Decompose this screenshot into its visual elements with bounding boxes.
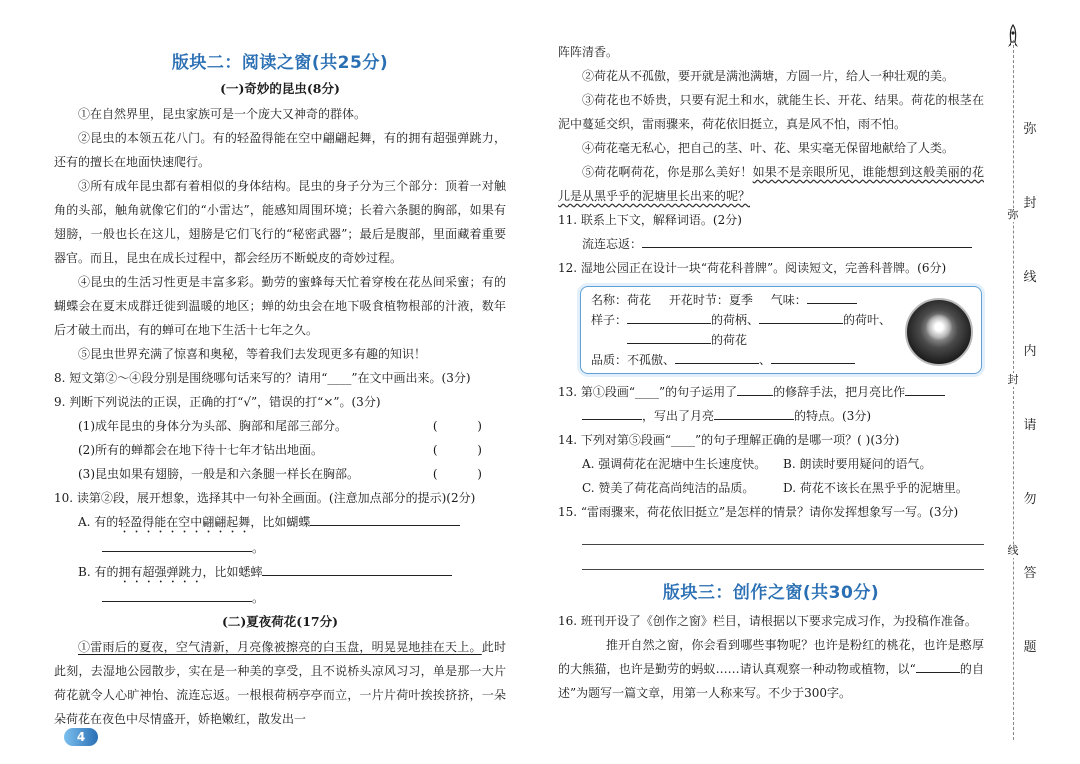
warning-char: 弥	[1023, 122, 1037, 137]
passage2-p5: ⑤荷花啊荷花，你是那么美好！如果不是亲眼所见，谁能想到这般美丽的花儿是从黑乎乎的泥塘里长出来的呢？	[558, 165, 984, 203]
seal-char: 线	[1003, 544, 1023, 558]
answer-line[interactable]	[582, 549, 984, 570]
q10-option-b-line2: 。	[102, 586, 506, 610]
q10-option-b: B. 有的拥有超强弹跳力，比如蟋蟀	[78, 560, 506, 586]
passage2-p2: ②荷花从不孤傲，要开就是满池满塘，方圆一片，给人一种壮观的美。	[582, 69, 955, 83]
passage2-title: (二)夏夜荷花(17分)	[221, 614, 339, 629]
warning-char: 内	[1023, 344, 1037, 359]
answer-blank[interactable]	[627, 309, 711, 324]
q9-item-3: (3)昆虫如果有翅膀，一般是和六条腿一样长在胸部。 ( )	[78, 462, 506, 486]
q9-answer-paren[interactable]: ( )	[432, 419, 500, 433]
seal-line	[1013, 40, 1014, 740]
passage2-continued: 阵阵清香。	[558, 45, 619, 59]
passage2-p3: ③荷花也不娇贵，只要有泥土和水，就能生长、开花、结果。荷花的根茎在泥中蔓延交织，雷雨骤来，荷花依旧挺立，真是风不怕，雨不怕。	[558, 93, 984, 131]
q14-options-row1	[582, 452, 984, 476]
answer-blank[interactable]	[262, 561, 452, 576]
answer-blank[interactable]	[102, 587, 252, 602]
q9-item-1: (1)成年昆虫的身体分为头部、胸部和尾部三部分。 ( )	[78, 414, 506, 438]
q11-answer-row: 流连忘返：	[582, 232, 984, 256]
card-row-3: 的荷花	[627, 329, 747, 351]
left-page	[54, 40, 506, 731]
passage1-p5: ⑤昆虫世界充满了惊喜和奥秘，等着我们去发现更多有趣的知识！	[78, 347, 427, 361]
question-16: 16. 班刊开设了《创作之窗》栏目，请根据以下要求完成习作，为投稿作准备。	[558, 614, 977, 628]
answer-blank[interactable]	[905, 381, 945, 396]
warning-char: 封	[1023, 196, 1037, 211]
q10-option-a: A. 有的轻盈得能在空中翩翩起舞，比如蝴蝶	[78, 510, 506, 536]
question-9: 9. 判断下列说法的正误，正确的打“√”，错误的打“×”。(3分)	[54, 395, 381, 409]
passage1-p4: ④昆虫的生活习性更是丰富多彩。勤劳的蜜蜂每天忙着穿梭在花丛间采蜜；有的蝴蝶会在夏末成群迁徙到温暖的地区；蝉的幼虫会在地下吸食植物根部的汁液，数年后才破土而出，有的蝉可在地下生活十七年之久。	[54, 275, 506, 337]
card-row-1: 名称：荷花 开花时节：夏季 气味：	[591, 289, 857, 311]
q14-option-d[interactable]: D. 荷花不该长在黑乎乎的泥塘里。	[783, 481, 968, 495]
right-page	[558, 40, 984, 705]
q9-answer-paren[interactable]: ( )	[432, 467, 500, 481]
answer-blank[interactable]	[737, 381, 773, 396]
answer-blank[interactable]	[916, 658, 960, 673]
seal-char: 封	[1003, 373, 1023, 387]
q10-option-a-line2: 。	[102, 536, 506, 560]
warning-char: 勿	[1023, 492, 1037, 507]
lotus-info-card	[580, 286, 982, 374]
passage1-title: (一)奇妙的昆虫(8分)	[220, 81, 340, 96]
answer-blank[interactable]	[627, 329, 711, 344]
q14-option-b[interactable]: B. 朗读时要用疑问的语气。	[783, 457, 932, 471]
answer-blank[interactable]	[582, 405, 642, 420]
answer-blank[interactable]	[771, 349, 855, 364]
q14-option-a[interactable]: A. 强调荷花在泥塘中生长速度快。	[582, 457, 767, 471]
answer-blank[interactable]	[642, 233, 972, 248]
q9-answer-paren[interactable]: ( )	[432, 443, 500, 457]
lotus-photo	[905, 298, 973, 366]
question-15: 15. “雷雨骤来，荷花依旧挺立”是怎样的情景？请你发挥想象写一写。(3分)	[558, 505, 959, 519]
question-12: 12. 湿地公园正在设计一块“荷花科普牌”。阅读短文，完善科普牌。(6分)	[558, 261, 947, 275]
passage2-p4: ④荷花毫无私心，把自己的茎、叶、花、果实毫无保留地献给了人类。	[582, 141, 955, 155]
answer-blank[interactable]	[807, 289, 857, 304]
question-14: 14. 下列对第⑤段画“____”的句子理解正确的是哪一项？( )(3分)	[558, 433, 900, 447]
question-8: 8. 短文第②～④段分别是围绕哪句话来写的？请用“____”在文中画出来。(3分)	[54, 371, 471, 385]
warning-char: 线	[1023, 270, 1037, 285]
answer-blank[interactable]	[675, 349, 759, 364]
card-row-4: 品质：不孤傲、 、	[591, 349, 855, 371]
q16-body: 推开自然之窗，你会看到哪些事物呢？也许是粉红的桃花，也许是憨厚的大熊猫，也许是勤劳的蚂蚁……请认真观察一种动物或植物，以“ 的自述”为题写一篇文章，用第一人称来写。不少于300字。	[558, 638, 984, 700]
passage1-p3: ③所有成年昆虫都有着相似的身体结构。昆虫的身子分为三个部分：顶着一对触角的头部，触角就像它们的“小雷达”，能感知周围环境；长着六条腿的胸部，如果有翅膀，一般也长在这儿，翅膀是它们飞行的“秘密武器”；最后是腹部，里面藏着重要器官。而且，昆虫在成长过程中，都会经历不断蜕皮的奇妙过程。	[54, 179, 506, 265]
seal-char: 弥	[1003, 208, 1023, 222]
card-row-2: 样子： 的荷柄、 的荷叶、	[591, 309, 891, 331]
passage1-p2: ②昆虫的本领五花八门。有的轻盈得能在空中翩翩起舞，有的拥有超强弹跳力，还有的擅长在地面快速爬行。	[54, 131, 506, 169]
passage1-p1: ①在自然界里，昆虫家族可是一个庞大又神奇的群体。	[78, 107, 367, 121]
binding-strip	[1000, 0, 1080, 764]
answer-line[interactable]	[582, 524, 984, 545]
question-13: 13. 第①段画“____”的句子运用了 的修辞手法，把月亮比作	[558, 380, 984, 404]
warning-char: 题	[1023, 640, 1037, 655]
answer-blank[interactable]	[310, 511, 460, 526]
answer-blank[interactable]	[102, 537, 252, 552]
question-11: 11. 联系上下文，解释词语。(2分)	[558, 213, 742, 227]
question-13-line2: ，写出了月亮 的特点。(3分)	[582, 404, 984, 428]
answer-blank[interactable]	[759, 309, 843, 324]
warning-char: 请	[1023, 418, 1037, 433]
section2-title: 版块二：阅读之窗(共25分)	[171, 53, 389, 73]
passage2-p1: ①雷雨后的夏夜，空气清新，月亮像被擦亮的白玉盘，明晃晃地挂在天上。此时此刻，去湿地公园散步，实在是一种美的享受，且不说桥头凉风习习，单是那一大片荷花就令人心旷神怡、流连忘返。一根根荷柄亭亭而立，一片片荷叶挨挨挤挤，一朵朵荷花在夜色中尽情盛开，娇艳嫩红，散发出一	[54, 640, 506, 726]
question-10: 10. 读第②段，展开想象，选择其中一句补全画面。(注意加点部分的提示)(2分)	[54, 491, 476, 505]
q14-options-row2	[582, 476, 984, 500]
q14-option-c[interactable]: C. 赞美了荷花高尚纯洁的品质。	[582, 481, 755, 495]
page-number: 4	[64, 728, 98, 746]
section3-title: 版块三：创作之窗(共30分)	[662, 583, 880, 603]
q9-item-2: (2)所有的蝉都会在地下待十七年才钻出地面。 ( )	[78, 438, 506, 462]
answer-blank[interactable]	[714, 405, 794, 420]
warning-char: 答	[1023, 566, 1037, 581]
